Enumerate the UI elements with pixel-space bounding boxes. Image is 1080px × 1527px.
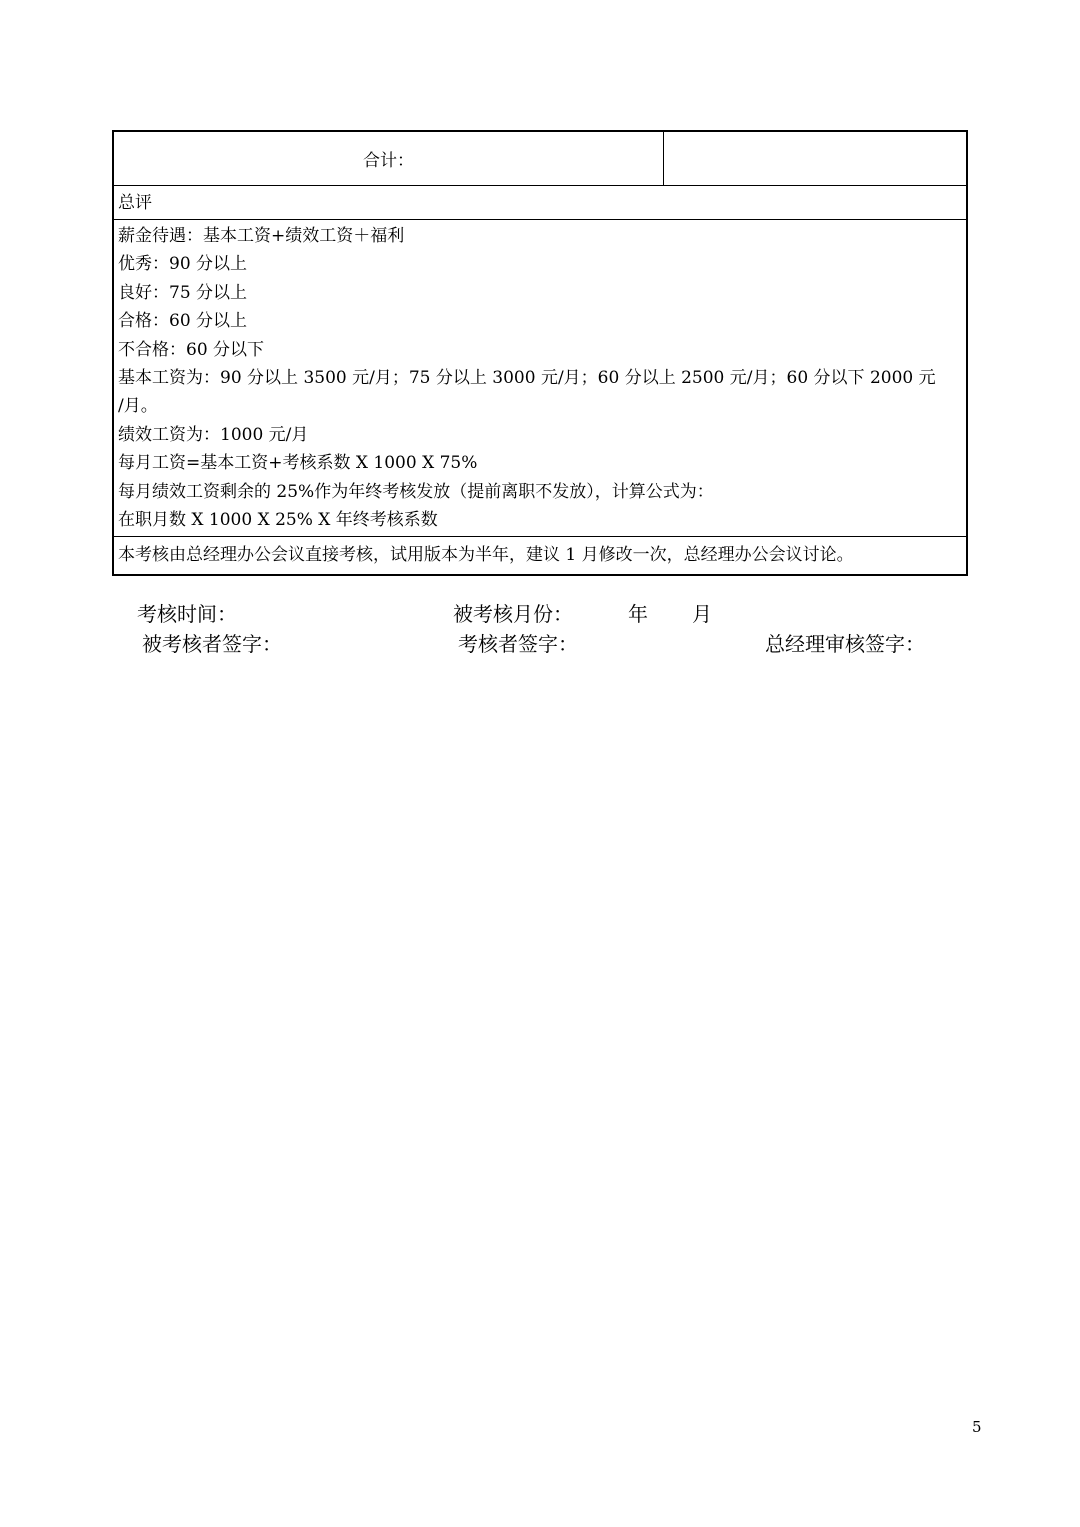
examinee-sign-label: 被考核者签字： [142,632,282,656]
examiner-sign-label: 考核者签字： [458,632,578,656]
month-label: 月 [692,602,712,626]
salary-line: 每月绩效工资剩余的 25%作为年终考核发放（提前离职不发放），计算公式为： [118,481,714,502]
total-row [114,132,966,186]
note-row: 本考核由总经理办公会议直接考核，试用版本为半年，建议 1 月修改一次，总经理办公会议讨论。 [118,545,854,566]
total-value-cell[interactable] [664,132,966,185]
salary-line: 薪金待遇：基本工资+绩效工资＋福利 [118,226,405,246]
salary-line: 不合格：60 分以下 [118,339,265,360]
salary-line: 基本工资为：90 分以上 3500 元/月；75 分以上 3000 元/月；60 分以上 2500 元/月；60 分以下 2000 元 [118,368,936,389]
exam-month-label: 被考核月份： [453,602,573,626]
salary-line: 在职月数 X 1000 X 25% X 年终考核系数 [118,510,438,531]
gm-sign-label: 总经理审核签字： [765,632,925,656]
salary-line: 优秀：90 分以上 [118,254,248,275]
page-number: 5 [972,1418,982,1436]
general-evaluation-row: 总评 [114,186,966,220]
salary-policy-cell [114,220,966,537]
salary-line: /月。 [118,396,158,417]
salary-line: 每月工资=基本工资+考核系数 X 1000 X 75% [118,453,478,474]
year-label: 年 [628,602,648,626]
salary-line: 合格：60 分以上 [118,311,248,332]
total-label: 合计： [114,132,664,185]
salary-line: 绩效工资为：1000 元/月 [118,424,309,445]
salary-line: 良好：75 分以上 [118,282,248,303]
exam-time-label: 考核时间： [137,602,237,626]
evaluation-table [112,130,968,576]
